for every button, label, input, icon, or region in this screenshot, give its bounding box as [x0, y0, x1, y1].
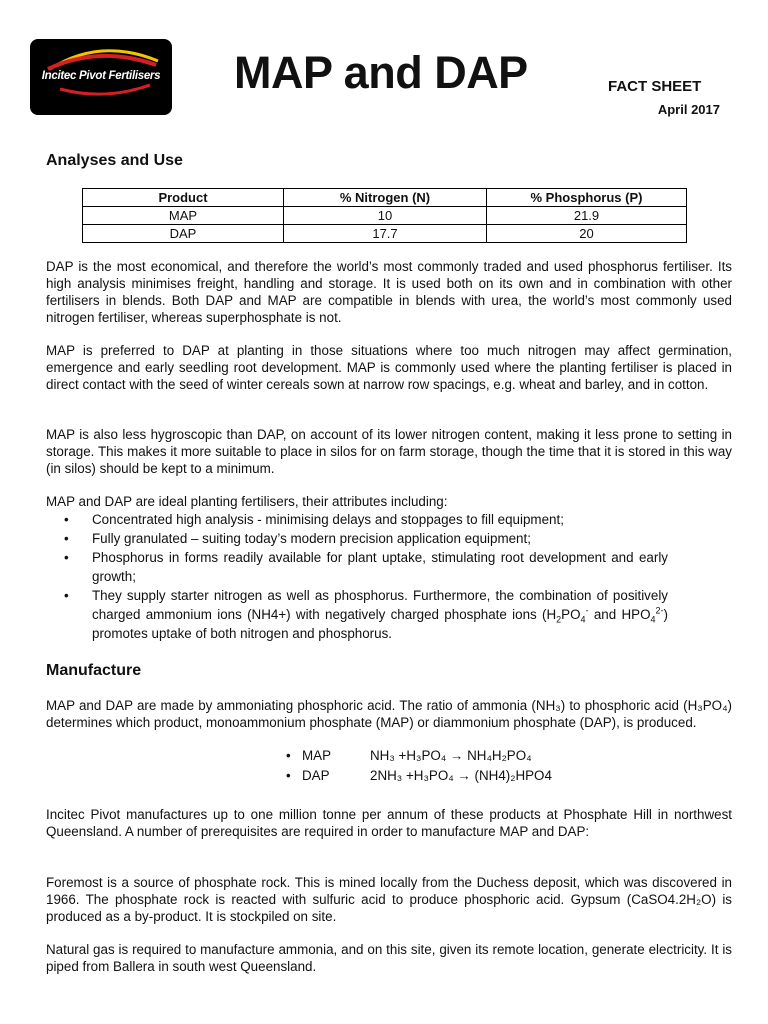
- equation-map: [286, 748, 532, 763]
- paragraph: MAP and DAP are made by ammoniating phosphoric acid. The ratio of ammonia (NH₃) to phosphoric acid (H₃PO₄) determines which product, monoammonium phosphate (MAP) or diammonium phosphate (DAP), is produced.: [46, 698, 732, 730]
- list-item-text: They supply starter nitrogen as well as phosphorus. Furthermore, the combination of positively charged ammonium ions (NH4+) with negatively charged phosphate ions ($H_2PO_4^-$ and $HPO_4^{2-}$) promotes uptake of both nitrogen and phosphorus.: [92, 588, 668, 641]
- company-logo: [30, 39, 172, 115]
- paragraph: MAP is also less hygroscopic than DAP, on account of its lower nitrogen content, making it less prone to setting in storage. This makes it more suitable to place in silos for on farm storage, though the time that it is stored in this way (in silos) should be kept to a minimum.: [46, 427, 732, 476]
- list-item: [46, 548, 668, 586]
- table-cell: 21.9: [487, 207, 687, 225]
- table-row: [83, 225, 687, 243]
- bullet-icon: •: [286, 748, 291, 763]
- paragraph: Foremost is a source of phosphate rock. This is mined locally from the Duchess deposit, which was discovered in 1966. The phosphate rock is reacted with sulfuric acid to produce phosphoric acid. Gypsum (CaSO4.2H₂O) is produced as a by-product. It is stockpiled on site.: [46, 875, 732, 924]
- equation-label: DAP: [302, 768, 330, 783]
- list-item: [46, 510, 668, 529]
- paragraph: Natural gas is required to manufacture ammonia, and on this site, given its remote location, generate electricity. It is piped from Ballera in south west Queensland.: [46, 942, 732, 974]
- list-item-text: Phosphorus in forms readily available for plant uptake, stimulating root development and early growth;: [92, 550, 668, 584]
- analysis-table: [82, 188, 687, 243]
- list-item: [46, 529, 668, 548]
- table-header-row: [83, 189, 687, 207]
- bullet-icon: •: [64, 512, 69, 527]
- bullet-icon: •: [64, 531, 69, 546]
- page-title: MAP and DAP: [234, 47, 528, 98]
- bullet-icon: •: [64, 588, 69, 603]
- table-cell: 20: [487, 225, 687, 243]
- paragraph: Incitec Pivot manufactures up to one million tonne per annum of these products at Phosphate Hill in northwest Queensland. A number of prerequisites are required in order to manufacture MAP and DAP:: [46, 807, 732, 839]
- equation-formula: 2NH₃ +H₃PO₄ → (NH4)₂HPO4: [370, 768, 552, 783]
- table-cell: 10: [284, 207, 487, 225]
- list-item-text: Concentrated high analysis - minimising delays and stoppages to fill equipment;: [92, 512, 564, 527]
- paragraph: MAP is preferred to DAP at planting in those situations where too much nitrogen may affect germination, emergence and early seedling root development. MAP is commonly used where the planting fertiliser is placed in direct contact with the seed of winter cereals sown at narrow row spacings, e.g. wheat and barley, and in cotton.: [46, 343, 732, 392]
- bullet-icon: •: [286, 768, 291, 783]
- section-heading-analyses: Analyses and Use: [46, 152, 183, 169]
- list-item-text: Fully granulated – suiting today’s modern precision application equipment;: [92, 531, 531, 546]
- table-row: [83, 207, 687, 225]
- table-cell: DAP: [83, 225, 284, 243]
- attributes-list: [46, 510, 668, 643]
- equation-formula: NH₃ +H₃PO₄ → NH₄H₂PO₄: [370, 748, 532, 763]
- fact-sheet-label: FACT SHEET: [608, 78, 702, 95]
- list-item: [46, 586, 668, 643]
- paragraph: DAP is the most economical, and therefore the world’s most commonly traded and used phosphorus fertiliser. Its high analysis minimises freight, handling and storage. It is used both on its own and in combination with other fertilisers in blends. Both DAP and MAP are compatible in blends with urea, the world’s most commonly used nitrogen fertiliser, whereas superphosphate is not.: [46, 259, 732, 325]
- equation-dap: [286, 768, 552, 783]
- table-cell: MAP: [83, 207, 284, 225]
- bullet-icon: •: [64, 550, 69, 565]
- logo-text: Incitec Pivot Fertilisers: [41, 70, 161, 82]
- table-cell: 17.7: [284, 225, 487, 243]
- paragraph: MAP and DAP are ideal planting fertilisers, their attributes including:: [46, 494, 448, 509]
- publication-date: April 2017: [657, 102, 720, 117]
- column-header: % Nitrogen (N): [284, 189, 487, 207]
- column-header: % Phosphorus (P): [487, 189, 687, 207]
- section-heading-manufacture: Manufacture: [46, 662, 142, 679]
- equation-label: MAP: [302, 748, 332, 763]
- column-header: Product: [83, 189, 284, 207]
